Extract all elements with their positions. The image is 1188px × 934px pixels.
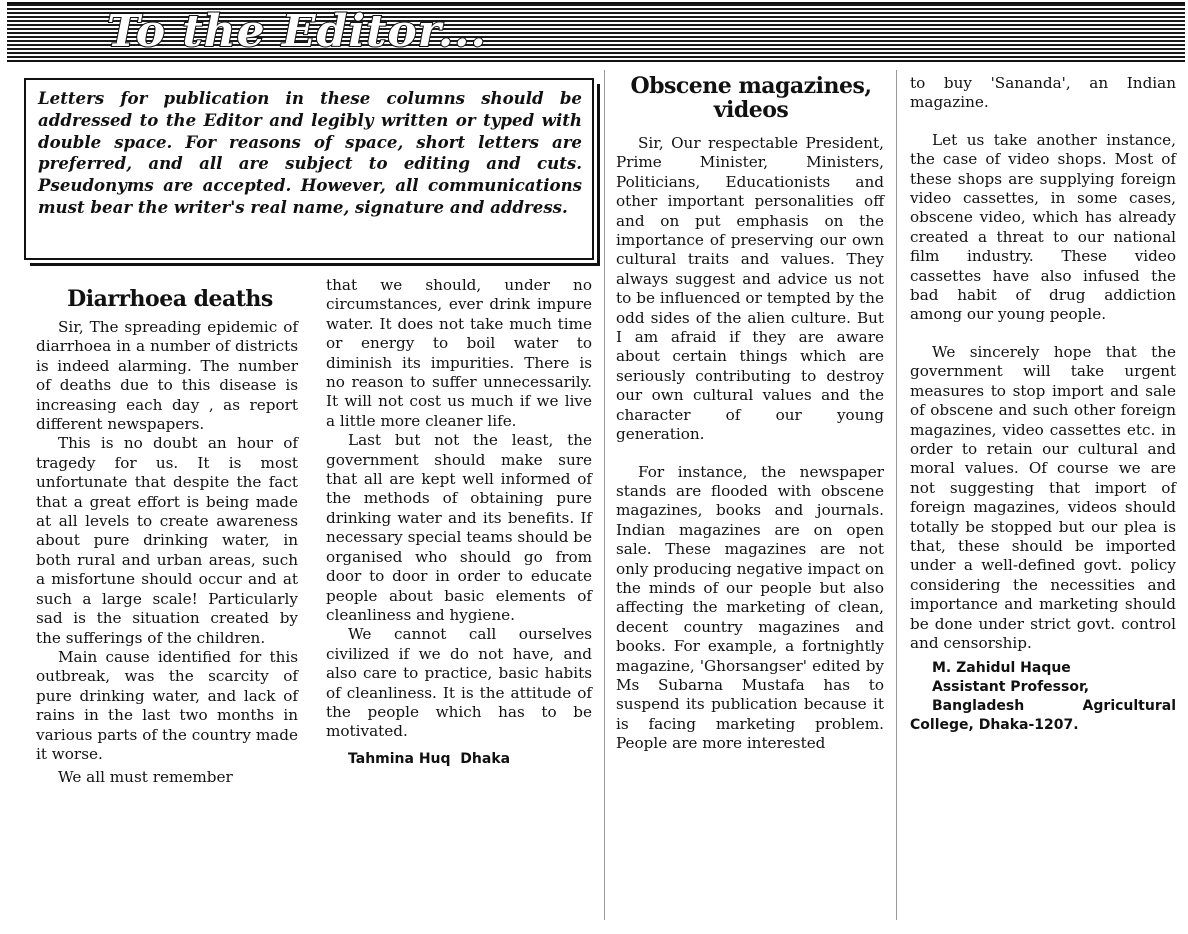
paragraph: Let us take another instance, the case of video shops. Most of these shops are supplying foreign video cassettes, in some cases, obscene video, which has already created a threat to our national film industry. These video cassettes have also infused the bad habit of drug addiction among our young people. (910, 130, 1176, 324)
letter-obscene-column-3 (616, 134, 884, 754)
letter-diarrhoea-column-1 (36, 318, 298, 788)
paragraph: We sincerely hope that the government will take urgent measures to stop import and sale of obscene and such other foreign magazines, video cassettes etc. in order to retain our cultural and moral values. Of course we are not suggesting that import of foreign magazines, videos should totally be stopped but our plea is that, these should be imported under a well-defined govt. policy considering the necessities and importance and marketing should be done under strict govt. control and censorship. (910, 342, 1176, 652)
letter-headline-diarrhoea: Diarrhoea deaths (67, 286, 273, 312)
editorial-notice-box (24, 78, 594, 260)
signature-name: M. Zahidul Haque (932, 660, 1071, 677)
paragraph: We all must remember (58, 768, 233, 787)
paragraph: Main cause identified for this outbreak, was the scarcity of pure drinking water, and lack of rains in the last two months in various parts of the country made it worse. (36, 647, 298, 763)
paragraph: For instance, the newspaper stands are flooded with obscene magazines, books and journals. Indian magazines are on open sale. These magazines are not only producing negative impact on the minds of our people but also affecting the marketing of clean, decent country magazines and books. For example, a fortnightly magazine, 'Ghorsangser' edited by Ms Subarna Mustafa has to suspend its publication because it is facing marketing problem. People are more interested (616, 462, 884, 753)
column-rule (604, 70, 605, 920)
paragraph: Sir, The spreading epidemic of diarrhoea in a number of districts is indeed alarming. The number of deaths due to this disease is increasing each day , as report different newspapers. (36, 318, 298, 434)
paragraph: Sir, Our respectable President, Prime Minister, Ministers, Politicians, Educationists and other important personalities off and on put emphasis on the importance of preserving our own cultural traits and values. They always suggest and advice us not to be influenced or tempted by the odd sides of the alien culture. But I am afraid if they are aware about certain things which are seriously contributing to destroy our own cultural values and the character of our young generation. (616, 134, 884, 444)
letter-obscene-column-4 (910, 74, 1176, 735)
paragraph-gap (616, 445, 884, 463)
signature-block-zahidul (910, 659, 1176, 735)
paragraph-gap (910, 325, 1176, 343)
signature-organisation: Bangladesh Agricultural College, Dhaka-1207. (910, 698, 1176, 734)
signature-tahmina: Tahmina Huq Dhaka (348, 750, 511, 767)
paragraph: Last but not the least, the government should make sure that all are kept well informed of the methods of obtaining pure drinking water and its benefits. If necessary special teams should be organised who should go from door to door in order to educate people about basic elements of cleanliness and hygiene. (326, 431, 592, 624)
paragraph: to buy 'Sananda', an Indian magazine. (910, 74, 1176, 112)
letter-diarrhoea-column-2 (326, 276, 592, 769)
column-rule (896, 70, 897, 920)
editorial-notice-text: Letters for publication in these columns should be addressed to the Editor and legibly written or typed with double space. For reasons of space, short letters are preferred, and all are subject to editing and cuts. Pseudonyms are accepted. However, all communications must bear the writer's real name, signature and address. (38, 88, 582, 217)
paragraph-gap (910, 113, 1176, 131)
paragraph: This is no doubt an hour of tragedy for us. It is most unfortunate that despite the fact that a great effort is being made at all levels to create awareness about pure drinking water, in both rural and urban areas, such a misfortune should occur and at such a large scale! Particularly sad is the situation created by the sufferings of the children. (36, 434, 298, 647)
signature-title: Assistant Professor, (932, 679, 1090, 696)
paragraph: that we should, under no circumstances, ever drink impure water. It does not take much time or energy to boil water to diminish its impurities. There is no reason to suffer unnecessarily. It will not cost us much if we live a little more cleaner life. (326, 276, 592, 430)
section-title: To the Editor... (107, 6, 487, 57)
paragraph: We cannot call ourselves civilized if we do not have, and also care to practice, basic habits of cleanliness. It is the attitude of the people which has to be motivated. (326, 625, 592, 741)
section-banner (7, 2, 1185, 62)
letter-headline-obscene: Obscene magazines, videos (630, 73, 872, 123)
